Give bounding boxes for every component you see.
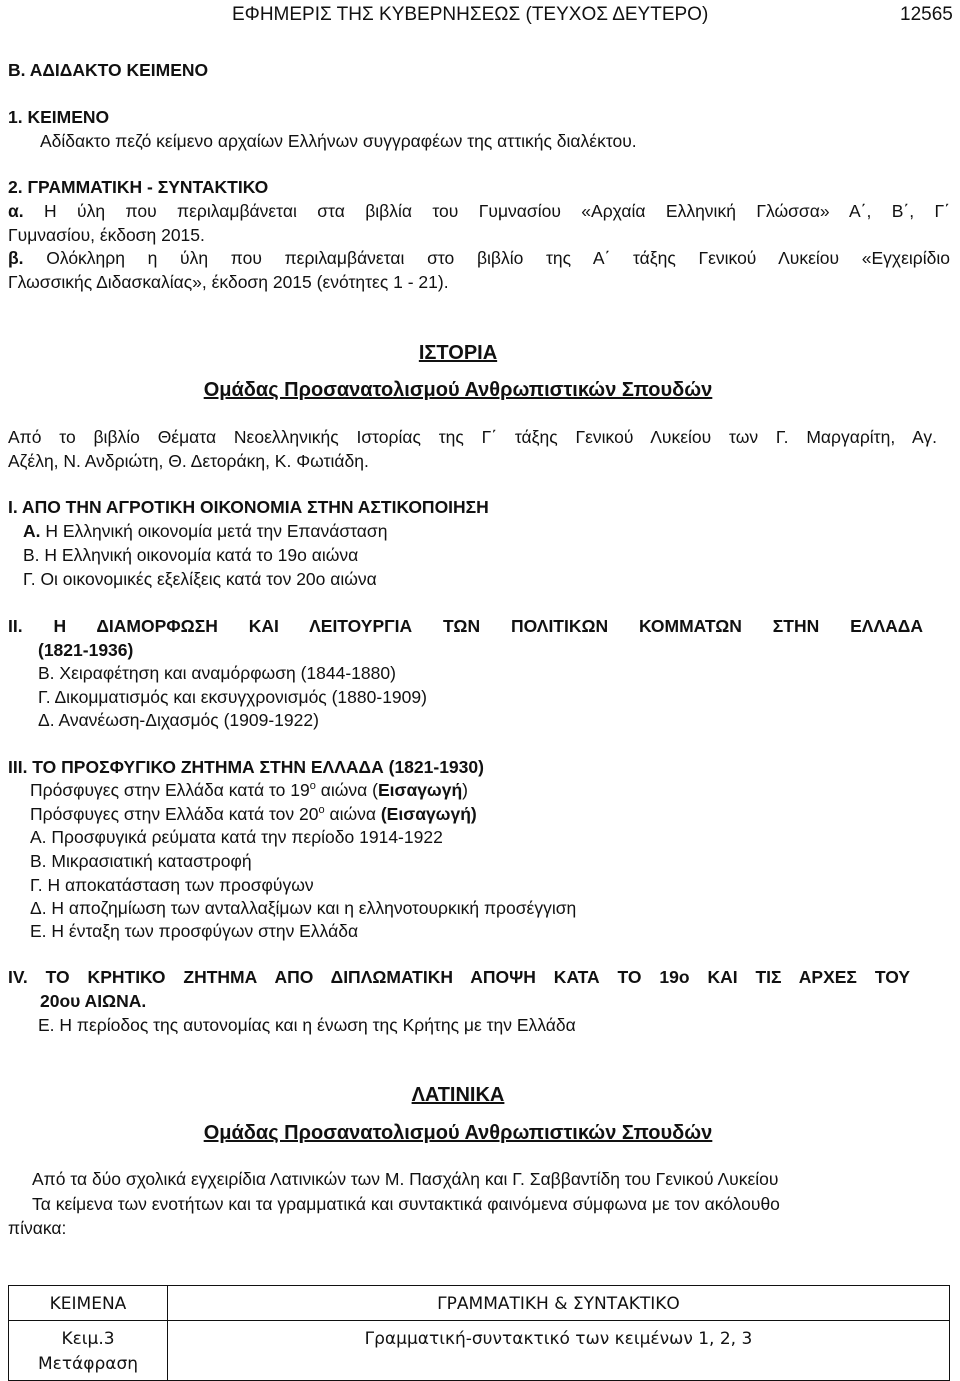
history-title: ΙΣΤΟΡΙΑ — [418, 342, 498, 364]
table-cell: Γραμματική-συντακτικό των κειμένων 1, 2, 3 — [168, 1320, 950, 1380]
latin-line1: Από τα δύο σχολικά εγχειρίδια Λατινικών των Μ. Πασχάλη και Γ. Σαββαντίδη του Γενικού Λυκείου — [32, 1169, 779, 1189]
s2-item-d-text: Ανανέωση-Διχασμός (1909-1922) — [54, 710, 319, 730]
s3-item-b-label: Β. — [30, 851, 47, 871]
s2-heading-line2: (1821-1936) — [38, 640, 134, 660]
s4-item-e-label: Ε. — [38, 1015, 55, 1035]
s1-item-a-text: Η Ελληνική οικονομία μετά την Επανάσταση — [40, 521, 388, 541]
s3-item-e-label: Ε. — [30, 921, 47, 941]
s4-item-e — [38, 1015, 576, 1035]
s2-item-c — [38, 687, 427, 707]
history-subtitle: Ομάδας Προσανατολισμού Ανθρωπιστικών Σπουδών — [203, 379, 713, 401]
beta-line1 — [8, 248, 950, 268]
s2-item-b — [38, 663, 396, 683]
header-title: ΕΦΗΜΕΡΙΣ ΤΗΣ ΚΥΒΕΡΝΗΣΕΩΣ (ΤΕΥΧΟΣ ΔΕΥΤΕΡΟ) — [232, 4, 709, 25]
s3-intro1-post: αιώνα ( — [315, 780, 378, 800]
s2-item-b-text: Χειραφέτηση και αναμόρφωση (1844-1880) — [54, 663, 396, 683]
latin-table — [8, 1285, 950, 1381]
s3-intro1 — [30, 780, 468, 800]
table-cell — [9, 1320, 168, 1380]
s3-item-c — [30, 875, 314, 895]
s4-heading-line2: 20ου ΑΙΩΝΑ. — [40, 991, 147, 1011]
s1-heading: Ι. ΑΠΟ ΤΗΝ ΑΓΡΟΤΙΚΗ ΟΙΚΟΝΟΜΙΑ ΣΤΗΝ ΑΣΤΙΚΟΠΟΙΗΣΗ — [8, 497, 489, 517]
s1-item-b — [23, 545, 358, 565]
s2-item-c-label: Γ. — [38, 687, 51, 707]
s1-item-b-label: Β. — [23, 545, 40, 565]
s1-item-c — [23, 569, 377, 589]
s4-item-e-text: Η περίοδος της αυτονομίας και η ένωση της Κρήτης με την Ελλάδα — [54, 1015, 576, 1035]
s3-item-d — [30, 898, 576, 918]
s1-item-a-label: Α. — [23, 521, 41, 541]
s3-item-d-text: Η αποζημίωση των ανταλλαξίμων και η ελληνοτουρκική προσέγγιση — [46, 898, 577, 918]
alpha-line2: Γυμνασίου, έκδοση 2015. — [8, 225, 205, 245]
s3-item-e-text: Η ένταξη των προσφύγων στην Ελλάδα — [46, 921, 359, 941]
s3-intro1-sup: ο — [309, 780, 316, 793]
table-cell-line: Κειμ.3 — [61, 1328, 115, 1349]
s3-intro2-pre: Πρόσφυγες στην Ελλάδα κατά τον 20 — [30, 804, 319, 824]
latin-line3: πίνακα: — [8, 1218, 67, 1238]
s3-intro2 — [30, 804, 477, 824]
item1-heading: 1. ΚΕΙΜΕΝΟ — [8, 107, 110, 127]
s3-item-a-text: Προσφυγικά ρεύματα κατά την περίοδο 1914-1922 — [46, 827, 443, 847]
s1-item-a — [23, 521, 387, 541]
section-b-heading: Β. ΑΔΙΔΑΚΤΟ ΚΕΙΜΕΝΟ — [8, 60, 209, 80]
page-number: 12565 — [900, 4, 953, 25]
s3-item-c-label: Γ. — [30, 875, 43, 895]
s3-item-c-text: Η αποκατάσταση των προσφύγων — [42, 875, 314, 895]
running-header — [232, 4, 708, 26]
s2-item-c-text: Δικομματισμός και εκσυγχρονισμός (1880-1909) — [50, 687, 427, 707]
beta-line2: Γλωσσικής Διδασκαλίας», έκδοση 2015 (ενότητες 1 - 21). — [8, 272, 449, 292]
s3-heading: ΙΙΙ. ΤΟ ΠΡΟΣΦΥΓΙΚΟ ΖΗΤΗΜΑ ΣΤΗΝ ΕΛΛΑΔΑ (1821-1930) — [8, 757, 484, 777]
beta-label: β. — [8, 248, 24, 268]
s1-item-c-text: Οι οικονομικές εξελίξεις κατά τον 20ο αιώνα — [35, 569, 377, 589]
s3-item-a — [30, 827, 443, 847]
beta-text: Ολόκληρη η ύλη που περιλαμβάνεται στο βιβλίο της Α΄ τάξης Γενικού Λυκείου «Εγχειρίδιο — [23, 248, 950, 268]
s3-item-d-label: Δ. — [30, 898, 47, 918]
s4-heading-line1: IV. ΤΟ ΚΡΗΤΙΚΟ ΖΗΤΗΜΑ ΑΠΟ ΔΙΠΛΩΜΑΤΙΚΗ ΑΠΟΨΗ ΚΑΤΑ ΤΟ 19ο ΚΑΙ ΤΙΣ ΑΡΧΕΣ ΤΟΥ — [8, 967, 910, 987]
item2-heading: 2. ΓΡΑΜΜΑΤΙΚΗ - ΣΥΝΤΑΚΤΙΚΟ — [8, 177, 269, 197]
table-cell-line: Μετάφραση — [37, 1354, 139, 1374]
latin-subtitle: Ομάδας Προσανατολισμού Ανθρωπιστικών Σπουδών — [203, 1122, 713, 1144]
latin-line2: Τα κείμενα των ενοτήτων και τα γραμματικά και συντακτικά φαινόμενα σύμφωνα με τον ακόλουθο — [32, 1194, 780, 1214]
s2-item-d-label: Δ. — [38, 710, 55, 730]
alpha-text: Η ύλη που περιλαμβάνεται στα βιβλία του Γυμνασίου «Αρχαία Ελληνική Γλώσσα» Α΄, Β΄, Γ΄ — [23, 201, 950, 221]
s3-item-e — [30, 921, 358, 941]
s2-item-b-label: Β. — [38, 663, 55, 683]
table-header-row — [9, 1286, 950, 1321]
s2-heading-line1: ΙΙ. Η ΔΙΑΜΟΡΦΩΣΗ ΚΑΙ ΛΕΙΤΟΥΡΓΙΑ ΤΩΝ ΠΟΛΙΤΙΚΩΝ ΚΟΜΜΑΤΩΝ ΣΤΗΝ ΕΛΛΑΔΑ — [8, 616, 923, 636]
s3-intro1-pre: Πρόσφυγες στην Ελλάδα κατά το 19 — [30, 780, 310, 800]
latin-title: ΛΑΤΙΝΙΚΑ — [411, 1084, 505, 1106]
table-row — [9, 1320, 950, 1380]
table-header-cell: ΓΡΑΜΜΑΤΙΚΗ & ΣΥΝΤΑΚΤΙΚΟ — [168, 1286, 950, 1321]
s2-item-d — [38, 710, 319, 730]
s1-item-c-label: Γ. — [23, 569, 36, 589]
item1-text: Αδίδακτο πεζό κείμενο αρχαίων Ελλήνων συγγραφέων της αττικής διαλέκτου. — [40, 131, 637, 151]
alpha-label: α. — [8, 201, 24, 221]
s3-item-b-text: Μικρασιατική καταστροφή — [46, 851, 252, 871]
s1-item-b-text: Η Ελληνική οικονομία κατά το 19ο αιώνα — [39, 545, 359, 565]
table-header-cell: ΚΕΙΜΕΝΑ — [9, 1286, 168, 1321]
history-source-line1: Από το βιβλίο Θέματα Νεοελληνικής Ιστορίας της Γ΄ τάξης Γενικού Λυκείου των Γ. Μαργαρίτη, Αγ. — [8, 427, 937, 447]
s3-item-b — [30, 851, 252, 871]
s3-intro1-end: ) — [462, 780, 468, 800]
s3-item-a-label: Α. — [30, 827, 47, 847]
s3-intro2-post: αιώνα — [324, 804, 381, 824]
s3-intro2-bold: (Εισαγωγή) — [380, 804, 477, 824]
s3-intro2-sup: ο — [318, 804, 325, 817]
history-source-line2: Αζέλη, Ν. Ανδριώτη, Θ. Δετοράκη, Κ. Φωτιάδη. — [8, 451, 369, 471]
alpha-line1 — [8, 201, 950, 221]
s3-intro1-bold: Εισαγωγή — [377, 780, 463, 800]
